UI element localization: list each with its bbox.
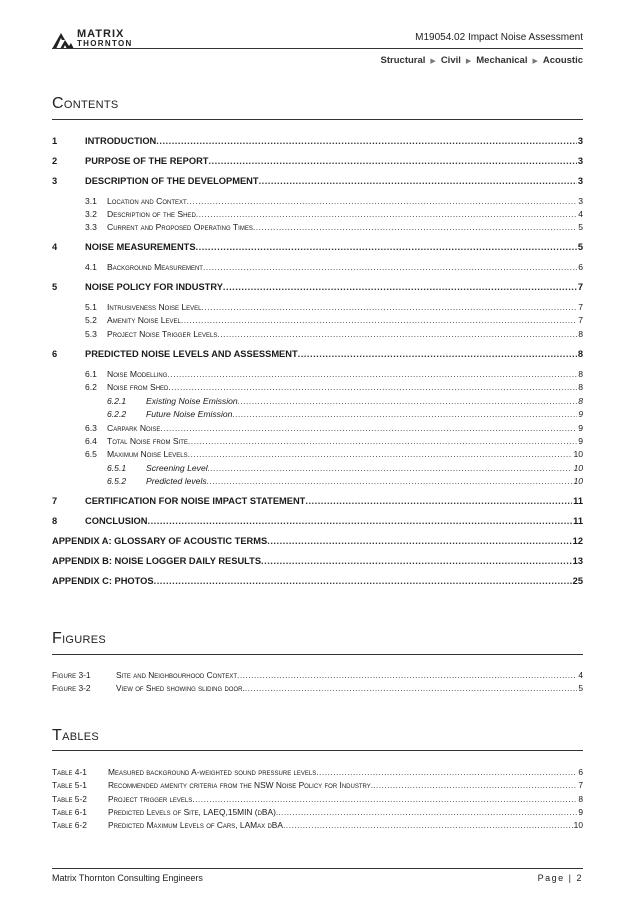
- dot-leader: [238, 396, 578, 406]
- table-title: Project trigger levels: [108, 794, 193, 804]
- figure-title: View of Shed showing sliding door.: [116, 683, 245, 693]
- toc-page: 11: [573, 516, 583, 526]
- table-title: Predicted Maximum Levels of Cars, LAMax dBA: [108, 820, 283, 830]
- toc-number: 5.2: [85, 315, 97, 325]
- discipline-mechanical: Mechanical: [476, 55, 528, 66]
- toc-entry-appendix[interactable]: [52, 576, 583, 586]
- toc-title: Noise Modelling: [107, 369, 168, 379]
- toc-entry[interactable]: [85, 262, 583, 272]
- figure-number: Figure 3-1: [52, 670, 91, 680]
- toc-number: 6.2.1: [107, 396, 127, 406]
- toc-entry[interactable]: [85, 209, 583, 219]
- toc-number: 8: [52, 516, 58, 526]
- company-logo: [52, 29, 133, 49]
- table-entry[interactable]: [52, 794, 583, 804]
- dot-leader: [232, 409, 577, 419]
- dot-leader: [208, 463, 573, 473]
- dot-leader: [207, 476, 573, 486]
- toc-page: 10: [573, 449, 583, 459]
- dot-leader: [203, 262, 577, 272]
- toc-page: 8: [578, 382, 583, 392]
- toc-page: 7: [577, 282, 583, 292]
- mountain-logo-icon: [52, 29, 74, 49]
- toc-title: PREDICTED NOISE LEVELS AND ASSESSMENT: [85, 349, 298, 359]
- toc-entry[interactable]: [52, 349, 583, 359]
- dot-leader: [202, 302, 578, 312]
- toc-entry[interactable]: [107, 409, 583, 419]
- toc-title: Predicted levels: [146, 476, 207, 486]
- toc-title: INTRODUCTION: [85, 136, 157, 146]
- toc-entry[interactable]: [85, 222, 583, 232]
- toc-title: Current and Proposed Operating Times: [107, 222, 253, 232]
- dot-leader: [298, 349, 577, 359]
- triangle-right-icon: ▶: [465, 57, 472, 65]
- toc-entry[interactable]: [52, 176, 583, 186]
- figure-entry[interactable]: [52, 683, 583, 693]
- figure-number: Figure 3-2: [52, 683, 91, 693]
- toc-page: 9: [578, 423, 583, 433]
- table-page: 8: [578, 794, 583, 804]
- contents-divider: [52, 119, 583, 120]
- dot-leader: [168, 382, 577, 392]
- logo-wordmark-bottom: THORNTON: [77, 39, 133, 48]
- toc-title: Amenity Noise Level: [107, 315, 181, 325]
- toc-number: 6.2.2: [107, 409, 127, 419]
- dot-leader: [283, 820, 573, 830]
- toc-page: 5: [577, 242, 583, 252]
- toc-entry[interactable]: [85, 382, 583, 392]
- toc-title: Future Noise Emission: [146, 409, 233, 419]
- table-number: Table 6-1: [52, 807, 87, 817]
- toc-page: 3: [578, 196, 583, 206]
- toc-page: 8: [578, 329, 583, 339]
- toc-title: Existing Noise Emission: [146, 396, 238, 406]
- toc-entry-appendix[interactable]: [52, 556, 583, 566]
- toc-number: 6.4: [85, 436, 97, 446]
- toc-number: 3.1: [85, 196, 97, 206]
- toc-page: 5: [578, 222, 583, 232]
- toc-number: 5: [52, 282, 58, 292]
- table-entry[interactable]: [52, 820, 583, 830]
- table-page: 7: [578, 780, 583, 790]
- toc-page: 11: [573, 496, 583, 506]
- toc-title: PURPOSE OF THE REPORT: [85, 156, 209, 166]
- table-title: Measured background A-weighted sound pressure levels: [108, 767, 317, 777]
- toc-page: 7: [578, 302, 583, 312]
- document-title: M19054.02 Impact Noise Assessment: [415, 32, 583, 43]
- toc-number: 5.1: [85, 302, 97, 312]
- toc-title: Project Noise Trigger Levels: [107, 329, 218, 339]
- toc-title: Total Noise from Site: [107, 436, 188, 446]
- toc-title: CONCLUSION: [85, 516, 148, 526]
- toc-number: 3.2: [85, 209, 97, 219]
- toc-page: 8: [578, 369, 583, 379]
- toc-number: 6.2: [85, 382, 97, 392]
- dot-leader: [223, 282, 577, 292]
- toc-entry[interactable]: [85, 449, 583, 459]
- table-page: 10: [573, 820, 583, 830]
- toc-title: Noise from Shed: [107, 382, 169, 392]
- dot-leader: [278, 807, 577, 817]
- dot-leader: [196, 209, 577, 219]
- dot-leader: [261, 556, 572, 566]
- toc-title: Location and Context: [107, 196, 187, 206]
- tables-heading: Tables: [52, 727, 100, 744]
- toc-title: APPENDIX A: GLOSSARY OF ACOUSTIC TERMS: [52, 536, 268, 546]
- dot-leader: [217, 329, 577, 339]
- dot-leader: [305, 496, 572, 506]
- triangle-right-icon: ▶: [430, 57, 436, 65]
- tables-divider: [52, 750, 583, 751]
- toc-number: 4: [52, 242, 58, 252]
- dot-leader: [208, 156, 576, 166]
- toc-number: 6: [52, 349, 58, 359]
- toc-entry[interactable]: [52, 282, 583, 292]
- contents-heading: Contents: [52, 95, 119, 112]
- toc-title: Description of the Shed: [107, 209, 196, 219]
- dot-leader: [187, 196, 578, 206]
- toc-title: CERTIFICATION FOR NOISE IMPACT STATEMENT: [85, 496, 306, 506]
- figure-page: 4: [578, 670, 583, 680]
- footer-company: Matrix Thornton Consulting Engineers: [52, 873, 203, 883]
- figures-divider: [52, 654, 583, 655]
- table-entry[interactable]: [52, 807, 583, 817]
- toc-entry[interactable]: [85, 302, 583, 312]
- table-number: Table 6-2: [52, 820, 87, 830]
- dot-leader: [259, 176, 577, 186]
- toc-page: 25: [572, 576, 583, 586]
- toc-page: 3: [577, 156, 583, 166]
- toc-number: 4.1: [85, 262, 97, 272]
- toc-title: APPENDIX C: PHOTOS: [52, 576, 154, 586]
- dot-leader: [181, 315, 577, 325]
- discipline-structural: Structural: [380, 55, 426, 66]
- toc-page: 3: [577, 136, 583, 146]
- toc-title: Background Measurement: [107, 262, 203, 272]
- dot-leader: [245, 683, 578, 693]
- toc-page: 9: [578, 436, 583, 446]
- table-entry[interactable]: [52, 780, 583, 790]
- toc-number: 2: [52, 156, 58, 166]
- toc-page: 8: [578, 396, 583, 406]
- figure-title: Site and Neighbourhood Context: [116, 670, 238, 680]
- toc-number: 3: [52, 176, 58, 186]
- toc-number: 6.5.2: [107, 476, 127, 486]
- logo-wordmark-top: MATRIX: [77, 28, 125, 40]
- dot-leader: [167, 369, 577, 379]
- dot-leader: [316, 767, 577, 777]
- toc-number: 5.3: [85, 329, 97, 339]
- page-number: Page | 2: [537, 873, 583, 883]
- toc-title: Screening Level: [146, 463, 208, 473]
- dot-leader: [267, 536, 571, 546]
- dot-leader: [148, 516, 573, 526]
- toc-page: 3: [577, 176, 583, 186]
- table-title: Recommended amenity criteria from the NSW Noise Policy for Industry.: [108, 780, 374, 790]
- toc-page: 8: [577, 349, 583, 359]
- footer-divider: [52, 868, 583, 869]
- figure-entry[interactable]: [52, 670, 583, 680]
- table-number: Table 4-1: [52, 767, 87, 777]
- toc-entry[interactable]: [85, 196, 583, 206]
- toc-entry[interactable]: [107, 476, 583, 486]
- dot-leader: [188, 436, 577, 446]
- table-number: Table 5-2: [52, 794, 87, 804]
- table-entry[interactable]: [52, 767, 583, 777]
- toc-title: Carpark Noise: [107, 423, 161, 433]
- toc-number: 6.3: [85, 423, 97, 433]
- toc-title: Intrusiveness Noise Level: [107, 302, 202, 312]
- table-page: 9: [578, 807, 583, 817]
- toc-page: 13: [572, 556, 583, 566]
- toc-page: 6: [578, 262, 583, 272]
- triangle-right-icon: ▶: [532, 57, 538, 65]
- toc-entry[interactable]: [107, 463, 583, 473]
- toc-number: 3.3: [85, 222, 97, 232]
- toc-entry-appendix[interactable]: [52, 536, 583, 546]
- dot-leader: [237, 670, 577, 680]
- figure-page: 5: [578, 683, 583, 693]
- dot-leader: [196, 242, 577, 252]
- toc-entry[interactable]: [85, 329, 583, 339]
- figures-heading: Figures: [52, 630, 107, 647]
- toc-page: 7: [578, 315, 583, 325]
- dot-leader: [373, 780, 577, 790]
- toc-entry[interactable]: [52, 496, 583, 506]
- toc-entry[interactable]: [52, 516, 583, 526]
- toc-entry[interactable]: [85, 315, 583, 325]
- toc-entry[interactable]: [52, 136, 583, 146]
- discipline-civil: Civil: [440, 55, 461, 66]
- toc-page: 4: [578, 209, 583, 219]
- table-title: Predicted Levels of Site, LAEQ,15MIN (dBA).: [108, 807, 279, 817]
- toc-title: APPENDIX B: NOISE LOGGER DAILY RESULTS: [52, 556, 262, 566]
- toc-title: NOISE MEASUREMENTS: [85, 242, 196, 252]
- dot-leader: [188, 449, 573, 459]
- toc-page: 12: [572, 536, 583, 546]
- toc-page: 10: [573, 463, 583, 473]
- discipline-list: [381, 55, 583, 66]
- table-page: 6: [578, 767, 583, 777]
- toc-number: 6.5: [85, 449, 97, 459]
- toc-page: 10: [573, 476, 583, 486]
- dot-leader: [154, 576, 572, 586]
- toc-title: Maximum Noise Levels: [107, 449, 188, 459]
- toc-entry[interactable]: [85, 423, 583, 433]
- toc-entry[interactable]: [107, 396, 583, 406]
- toc-number: 7: [52, 496, 58, 506]
- toc-page: 9: [578, 409, 583, 419]
- dot-leader: [160, 423, 577, 433]
- toc-title: DESCRIPTION OF THE DEVELOPMENT: [85, 176, 259, 186]
- toc-entry[interactable]: [85, 369, 583, 379]
- discipline-acoustic: Acoustic: [542, 55, 583, 66]
- toc-entry[interactable]: [52, 242, 583, 252]
- toc-number: 1: [52, 136, 58, 146]
- toc-number: 6.1: [85, 369, 97, 379]
- toc-entry[interactable]: [52, 156, 583, 166]
- dot-leader: [253, 222, 577, 232]
- toc-title: NOISE POLICY FOR INDUSTRY: [85, 282, 223, 292]
- dot-leader: [192, 794, 577, 804]
- dot-leader: [156, 136, 577, 146]
- table-number: Table 5-1: [52, 780, 87, 790]
- header-divider: [52, 48, 583, 49]
- toc-entry[interactable]: [85, 436, 583, 446]
- toc-number: 6.5.1: [107, 463, 127, 473]
